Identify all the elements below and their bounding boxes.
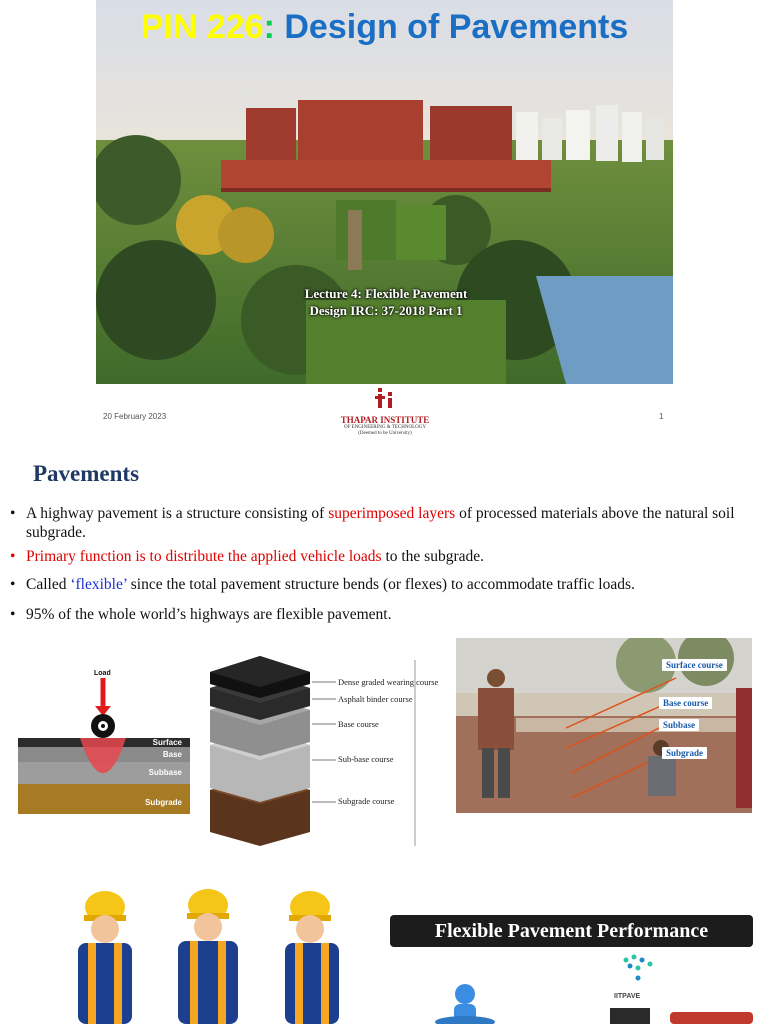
institute-logo (330, 388, 440, 437)
construction-site-photo (456, 638, 752, 813)
photo-tag-subbase: Subbase (659, 719, 699, 731)
engineer-figure-1 (78, 891, 132, 1024)
campus-illustration (96, 0, 673, 384)
lecture-line-1: Lecture 4: Flexible Pavement (304, 286, 468, 301)
pavement-layers-diagram (200, 650, 450, 846)
course-label-wearing: Dense graded wearing course (338, 677, 439, 687)
subgrade-label: Subgrade (145, 798, 182, 807)
photo-tag-subgrade: Subgrade (662, 747, 707, 759)
course-name: Design of Pavements (284, 8, 629, 46)
bullet-4-text: 95% of the whole world’s highways are flexible pavement. (26, 606, 392, 623)
institute-name: THAPAR INSTITUTE (340, 415, 430, 425)
engineer-figure-2 (178, 889, 238, 1024)
bullet-1-highlight: superimposed layers (328, 505, 456, 522)
bullet-dot: • (10, 548, 16, 565)
course-code: PIN 226 (140, 8, 264, 46)
photo-tag-base-course: Base course (659, 697, 712, 709)
institute-subtitle: OF ENGINEERING & TECHNOLOGY (344, 425, 426, 430)
title-slide (0, 0, 768, 440)
meditating-figure-icon (430, 982, 500, 1024)
course-label-base: Base course (338, 719, 379, 729)
lecture-subtitle (236, 285, 536, 319)
bullet-3-highlight: ‘flexible’ (70, 576, 127, 593)
engineer-figures (60, 885, 360, 1024)
load-distribution-diagram (18, 668, 190, 814)
presentation-title (96, 8, 673, 47)
bullet-3-text-end: since the total pavement structure bends (or flexes) to accommodate traffic loads. (126, 576, 635, 593)
bullet-dot: • (10, 505, 16, 522)
title-colon: : (263, 8, 275, 46)
course-label-binder: Asphalt binder course (338, 694, 413, 704)
load-label: Load (94, 670, 111, 677)
bullet-2 (10, 547, 755, 566)
bullet-1-text: A highway pavement is a structure consisting of (26, 505, 329, 522)
slide-heading: Pavements (33, 461, 140, 486)
base-label: Base (162, 750, 182, 759)
dots-network-icon (618, 952, 658, 982)
iitpave-label: IITPAVE (614, 993, 641, 1000)
subbase-label: Subbase (148, 768, 182, 777)
bullet-2-text: to the subgrade. (381, 548, 485, 565)
campus-photo (96, 0, 673, 384)
lecture-line-2: Design IRC: 37-2018 Part 1 (309, 303, 463, 318)
photo-tag-surface-course: Surface course (662, 659, 727, 671)
bullet-2-highlight: Primary function is to distribute the applied vehicle loads (26, 548, 382, 565)
slide-date: 20 February 2023 (103, 412, 167, 421)
thapar-logo-icon (375, 388, 395, 410)
bullet-3 (10, 575, 755, 594)
course-label-subbase: Sub-base course (338, 754, 394, 764)
engineer-figure-3 (285, 891, 339, 1024)
bullet-1-text-end: of processed materials above the natural soil subgrade. (26, 505, 735, 541)
bullet-3-text: Called (26, 576, 71, 593)
bullet-4 (10, 605, 755, 624)
bullet-1 (10, 504, 755, 542)
surface-label: Surface (152, 738, 182, 747)
course-label-subgrade: Subgrade course (338, 796, 395, 806)
bullet-dot: • (10, 576, 16, 593)
bullet-dot: • (10, 606, 16, 623)
iitpave-box-graphic (610, 1004, 753, 1024)
institute-deemed: (Deemed to be University) (358, 431, 412, 436)
performance-banner: Flexible Pavement Performance (390, 915, 753, 947)
slide-page-number: 1 (659, 412, 664, 421)
